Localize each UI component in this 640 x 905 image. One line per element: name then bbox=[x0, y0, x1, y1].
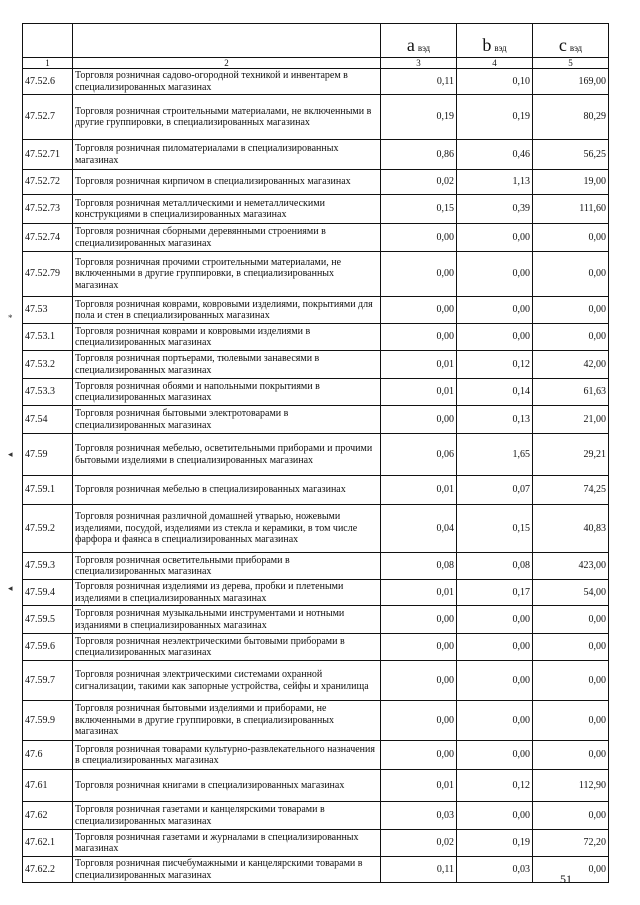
name-cell: Торговля розничная товарами культурно-развлекательного назначения в специализированных магазинах bbox=[73, 741, 381, 770]
code-cell: 47.59.6 bbox=[23, 634, 73, 661]
b-value-cell: 0,39 bbox=[457, 195, 533, 224]
code-cell: 47.53.2 bbox=[23, 351, 73, 379]
a-value-cell: 0,00 bbox=[381, 224, 457, 252]
table-row bbox=[23, 741, 609, 770]
a-value-cell: 0,00 bbox=[381, 606, 457, 634]
table-row bbox=[23, 476, 609, 505]
a-value-cell: 0,19 bbox=[381, 95, 457, 140]
a-value-cell: 0,01 bbox=[381, 379, 457, 406]
header-name-cell bbox=[73, 24, 381, 58]
code-cell: 47.53.1 bbox=[23, 324, 73, 351]
column-number: 1 bbox=[23, 58, 73, 69]
c-value-cell: 0,00 bbox=[533, 606, 609, 634]
name-cell: Торговля розничная книгами в специализированных магазинах bbox=[73, 770, 381, 802]
b-value-cell: 0,00 bbox=[457, 661, 533, 701]
b-value-cell: 0,15 bbox=[457, 505, 533, 553]
a-value-cell: 0,08 bbox=[381, 553, 457, 580]
c-value-cell: 0,00 bbox=[533, 324, 609, 351]
b-value-cell: 1,13 bbox=[457, 170, 533, 195]
coefficients-table bbox=[22, 23, 609, 883]
table-row bbox=[23, 140, 609, 170]
b-value-cell: 0,00 bbox=[457, 606, 533, 634]
name-cell: Торговля розничная мебелью в специализированных магазинах bbox=[73, 476, 381, 505]
name-cell: Торговля розничная прочими строительными материалами, не включенными в другие группировки, в специализированных магазинах bbox=[73, 252, 381, 297]
column-number: 4 bbox=[457, 58, 533, 69]
name-cell: Торговля розничная писчебумажными и канцелярскими товарами в специализированных магазинах bbox=[73, 857, 381, 883]
a-value-cell: 0,04 bbox=[381, 505, 457, 553]
header-code-cell bbox=[23, 24, 73, 58]
a-value-cell: 0,00 bbox=[381, 297, 457, 324]
c-value-cell: 0,00 bbox=[533, 802, 609, 830]
code-cell: 47.53 bbox=[23, 297, 73, 324]
name-cell: Торговля розничная осветительными приборами в специализированных магазинах bbox=[73, 553, 381, 580]
b-value-cell: 0,07 bbox=[457, 476, 533, 505]
name-cell: Торговля розничная строительными материалами, не включенными в другие группировки, в специализированных магазинах bbox=[73, 95, 381, 140]
b-value-cell: 0,00 bbox=[457, 297, 533, 324]
header-row bbox=[23, 24, 609, 58]
a-value-cell: 0,01 bbox=[381, 580, 457, 606]
name-cell: Торговля розничная музыкальными инструментами и нотными изданиями в специализированных магазинах bbox=[73, 606, 381, 634]
code-cell: 47.52.7 bbox=[23, 95, 73, 140]
a-value-cell: 0,02 bbox=[381, 170, 457, 195]
c-value-cell: 0,00 bbox=[533, 701, 609, 741]
code-cell: 47.59.4 bbox=[23, 580, 73, 606]
table-row bbox=[23, 802, 609, 830]
a-value-cell: 0,00 bbox=[381, 634, 457, 661]
table-row bbox=[23, 406, 609, 434]
column-number: 5 bbox=[533, 58, 609, 69]
code-cell: 47.62.2 bbox=[23, 857, 73, 883]
margin-mark: ◂ bbox=[8, 583, 13, 593]
column-number: 2 bbox=[73, 58, 381, 69]
code-cell: 47.52.74 bbox=[23, 224, 73, 252]
c-value-cell: 112,90 bbox=[533, 770, 609, 802]
table-row bbox=[23, 195, 609, 224]
name-cell: Торговля розничная неэлектрическими бытовыми приборами в специализированных магазинах bbox=[73, 634, 381, 661]
code-cell: 47.59.9 bbox=[23, 701, 73, 741]
name-cell: Торговля розничная газетами и канцелярскими товарами в специализированных магазинах bbox=[73, 802, 381, 830]
code-cell: 47.59.5 bbox=[23, 606, 73, 634]
code-cell: 47.62 bbox=[23, 802, 73, 830]
a-value-cell: 0,00 bbox=[381, 252, 457, 297]
a-value-cell: 0,15 bbox=[381, 195, 457, 224]
table-row bbox=[23, 661, 609, 701]
name-cell: Торговля розничная металлическими и неметаллическими конструкциями в специализированных магазинах bbox=[73, 195, 381, 224]
c-value-cell: 0,00 bbox=[533, 661, 609, 701]
c-value-cell: 19,00 bbox=[533, 170, 609, 195]
b-value-cell: 0,10 bbox=[457, 69, 533, 95]
table-row bbox=[23, 224, 609, 252]
code-cell: 47.59.1 bbox=[23, 476, 73, 505]
table-row bbox=[23, 606, 609, 634]
b-value-cell: 0,00 bbox=[457, 224, 533, 252]
table-row bbox=[23, 351, 609, 379]
margin-mark: * bbox=[8, 313, 13, 323]
table-row bbox=[23, 830, 609, 857]
table-row bbox=[23, 634, 609, 661]
table-row bbox=[23, 252, 609, 297]
a-value-cell: 0,11 bbox=[381, 857, 457, 883]
code-cell: 47.52.71 bbox=[23, 140, 73, 170]
name-cell: Торговля розничная газетами и журналами в специализированных магазинах bbox=[73, 830, 381, 857]
c-value-cell: 21,00 bbox=[533, 406, 609, 434]
column-number-row bbox=[23, 58, 609, 69]
table-row bbox=[23, 95, 609, 140]
table-row bbox=[23, 69, 609, 95]
table-row bbox=[23, 297, 609, 324]
a-value-cell: 0,00 bbox=[381, 406, 457, 434]
table-row bbox=[23, 379, 609, 406]
name-cell: Торговля розничная бытовыми изделиями и приборами, не включенными в другие группировки, в специализированных магазинах bbox=[73, 701, 381, 741]
b-value-cell: 0,17 bbox=[457, 580, 533, 606]
page-number: 51 bbox=[560, 872, 572, 886]
b-value-cell: 0,00 bbox=[457, 634, 533, 661]
b-value-cell: 0,12 bbox=[457, 351, 533, 379]
c-value-cell: 72,20 bbox=[533, 830, 609, 857]
a-value-cell: 0,01 bbox=[381, 351, 457, 379]
code-cell: 47.59.3 bbox=[23, 553, 73, 580]
b-value-cell: 0,00 bbox=[457, 802, 533, 830]
c-value-cell: 0,00 bbox=[533, 634, 609, 661]
table-row bbox=[23, 701, 609, 741]
b-value-cell: 0,13 bbox=[457, 406, 533, 434]
name-cell: Торговля розничная мебелью, осветительными приборами и прочими бытовыми изделиями в специализированных магазинах bbox=[73, 434, 381, 476]
b-value-cell: 0,14 bbox=[457, 379, 533, 406]
code-cell: 47.59.2 bbox=[23, 505, 73, 553]
a-value-cell: 0,01 bbox=[381, 770, 457, 802]
c-value-cell: 0,00 bbox=[533, 857, 609, 883]
c-value-cell: 0,00 bbox=[533, 741, 609, 770]
c-value-cell: 0,00 bbox=[533, 252, 609, 297]
a-value-cell: 0,11 bbox=[381, 69, 457, 95]
header-b-cell: b вэд bbox=[457, 24, 533, 58]
a-value-cell: 0,02 bbox=[381, 830, 457, 857]
code-cell: 47.59.7 bbox=[23, 661, 73, 701]
code-cell: 47.52.73 bbox=[23, 195, 73, 224]
name-cell: Торговля розничная садово-огородной техникой и инвентарем в специализированных магазинах bbox=[73, 69, 381, 95]
margin-mark: ◂ bbox=[8, 449, 13, 459]
a-value-cell: 0,00 bbox=[381, 661, 457, 701]
code-cell: 47.54 bbox=[23, 406, 73, 434]
table-row bbox=[23, 857, 609, 883]
c-value-cell: 40,83 bbox=[533, 505, 609, 553]
b-value-cell: 0,03 bbox=[457, 857, 533, 883]
c-value-cell: 56,25 bbox=[533, 140, 609, 170]
code-cell: 47.59 bbox=[23, 434, 73, 476]
a-value-cell: 0,01 bbox=[381, 476, 457, 505]
table-row bbox=[23, 324, 609, 351]
name-cell: Торговля розничная различной домашней утварью, ножевыми изделиями, посудой, изделиями из стекла и керамики, в том числе фарфора и фаянса в специализированных магазинах bbox=[73, 505, 381, 553]
c-value-cell: 0,00 bbox=[533, 224, 609, 252]
c-value-cell: 74,25 bbox=[533, 476, 609, 505]
code-cell: 47.52.79 bbox=[23, 252, 73, 297]
a-value-cell: 0,86 bbox=[381, 140, 457, 170]
a-value-cell: 0,00 bbox=[381, 741, 457, 770]
name-cell: Торговля розничная сборными деревянными строениями в специализированных магазинах bbox=[73, 224, 381, 252]
b-value-cell: 0,12 bbox=[457, 770, 533, 802]
code-cell: 47.53.3 bbox=[23, 379, 73, 406]
b-value-cell: 1,65 bbox=[457, 434, 533, 476]
b-value-cell: 0,08 bbox=[457, 553, 533, 580]
c-value-cell: 423,00 bbox=[533, 553, 609, 580]
table-row bbox=[23, 770, 609, 802]
b-value-cell: 0,00 bbox=[457, 252, 533, 297]
c-value-cell: 169,00 bbox=[533, 69, 609, 95]
a-value-cell: 0,06 bbox=[381, 434, 457, 476]
name-cell: Торговля розничная электрическими системами охранной сигнализации, такими как запорные устройства, сейфы и хранилища bbox=[73, 661, 381, 701]
c-value-cell: 42,00 bbox=[533, 351, 609, 379]
table-row bbox=[23, 580, 609, 606]
code-cell: 47.6 bbox=[23, 741, 73, 770]
b-value-cell: 0,00 bbox=[457, 701, 533, 741]
header-a-cell: a вэд bbox=[381, 24, 457, 58]
header-c-cell: c вэд bbox=[533, 24, 609, 58]
name-cell: Торговля розничная обоями и напольными покрытиями в специализированных магазинах bbox=[73, 379, 381, 406]
c-value-cell: 61,63 bbox=[533, 379, 609, 406]
b-value-cell: 0,00 bbox=[457, 324, 533, 351]
name-cell: Торговля розничная бытовыми электротоварами в специализированных магазинах bbox=[73, 406, 381, 434]
a-value-cell: 0,00 bbox=[381, 701, 457, 741]
c-value-cell: 29,21 bbox=[533, 434, 609, 476]
b-value-cell: 0,46 bbox=[457, 140, 533, 170]
b-value-cell: 0,19 bbox=[457, 830, 533, 857]
code-cell: 47.52.72 bbox=[23, 170, 73, 195]
name-cell: Торговля розничная пиломатериалами в специализированных магазинах bbox=[73, 140, 381, 170]
a-value-cell: 0,03 bbox=[381, 802, 457, 830]
b-value-cell: 0,00 bbox=[457, 741, 533, 770]
name-cell: Торговля розничная коврами, ковровыми изделиями, покрытиями для пола и стен в специализированных магазинах bbox=[73, 297, 381, 324]
table-row bbox=[23, 170, 609, 195]
column-number: 3 bbox=[381, 58, 457, 69]
b-value-cell: 0,19 bbox=[457, 95, 533, 140]
name-cell: Торговля розничная изделиями из дерева, пробки и плетеными изделиями в специализированных магазинах bbox=[73, 580, 381, 606]
a-value-cell: 0,00 bbox=[381, 324, 457, 351]
code-cell: 47.52.6 bbox=[23, 69, 73, 95]
c-value-cell: 0,00 bbox=[533, 297, 609, 324]
code-cell: 47.62.1 bbox=[23, 830, 73, 857]
c-value-cell: 80,29 bbox=[533, 95, 609, 140]
table-row bbox=[23, 553, 609, 580]
name-cell: Торговля розничная коврами и ковровыми изделиями в специализированных магазинах bbox=[73, 324, 381, 351]
table-row bbox=[23, 505, 609, 553]
table-row bbox=[23, 434, 609, 476]
c-value-cell: 111,60 bbox=[533, 195, 609, 224]
code-cell: 47.61 bbox=[23, 770, 73, 802]
c-value-cell: 54,00 bbox=[533, 580, 609, 606]
name-cell: Торговля розничная портьерами, тюлевыми занавесями в специализированных магазинах bbox=[73, 351, 381, 379]
name-cell: Торговля розничная кирпичом в специализированных магазинах bbox=[73, 170, 381, 195]
